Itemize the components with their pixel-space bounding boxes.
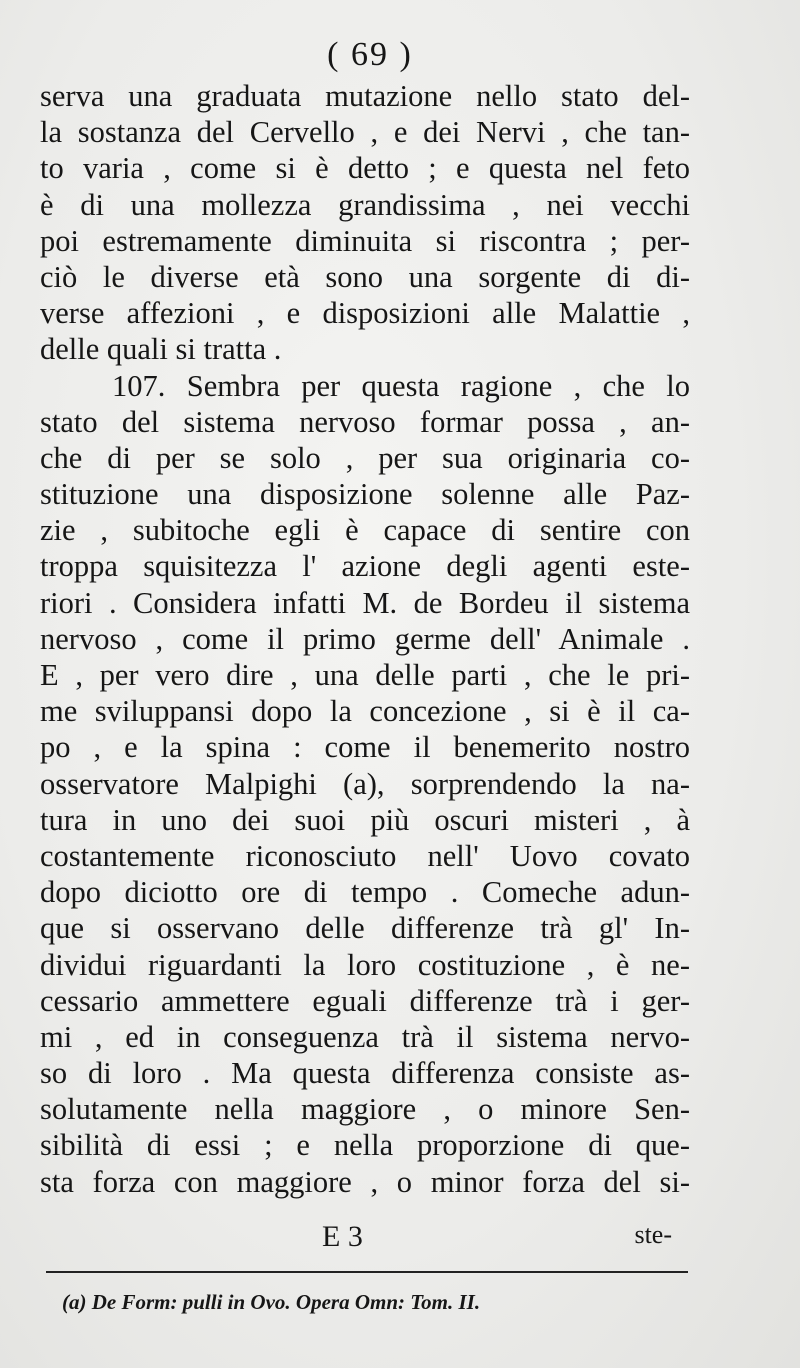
text-line: la sostanza del Cervello , e dei Nervi , che tan- [40,115,690,150]
text-line: dividui riguardanti la loro costituzione , è ne- [40,947,690,982]
text-line: sta forza con maggiore , o minor forza del si- [40,1164,690,1199]
text-line: po , e la spina : come il benemerito nostro [40,730,690,765]
text-line: stituzione una disposizione solenne alle Paz- [40,477,690,512]
text-line: costantemente riconosciuto nell' Uovo covato [40,838,690,873]
text-line: che di per se solo , per sua originaria co- [40,440,690,475]
text-line: stato del sistema nervoso formar possa , an- [40,404,690,439]
text-line: osservatore Malpighi (a), sorprendendo la na- [40,766,690,801]
text-line: cessario ammettere eguali differenze trà i ger- [40,983,690,1018]
text-line: riori . Considera infatti M. de Bordeu il sistema [40,585,690,620]
text-line: so di loro . Ma questa differenza consiste as- [40,1056,690,1091]
page-number: ( 69 ) [327,36,413,73]
text-line: nervoso , come il primo germe dell' Animale . [40,621,690,656]
text-line: sibilità di essi ; e nella proporzione di que- [40,1128,690,1163]
text-line: dopo diciotto ore di tempo . Comeche adun- [40,875,690,910]
text-line: zie , subitoche egli è capace di sentire con [40,513,690,548]
text-line: serva una graduata mutazione nello stato del- [40,79,690,113]
catchword: ste- [634,1220,672,1249]
text-line: mi , ed in conseguenza trà il sistema nervo- [40,1019,690,1054]
text-line: poi estremamente diminuita si riscontra ; per- [40,223,690,258]
text-line: tura in uno dei suoi più oscuri misteri , à [40,802,690,837]
text-line: E , per vero dire , una delle parti , che le pri- [40,658,690,692]
page-foot [40,1220,690,1260]
text-line: que si osservano delle differenze trà gl' In- [40,911,690,946]
footnote-rule [46,1271,688,1273]
text-line: me sviluppansi dopo la concezione , si è il ca- [40,694,690,729]
text-line: verse affezioni , e disposizioni alle Malattie , [40,296,690,331]
text-line: solutamente nella maggiore , o minore Sen- [40,1092,690,1127]
text-line: delle quali si tratta . [40,332,282,367]
text-line: è di una mollezza grandissima , nei vecchi [40,187,690,222]
paragraph-107-start: 107. Sembra per questa ragione , che lo [112,368,690,403]
text-line: to varia , come si è detto ; e questa nel feto [40,151,690,186]
body-text [40,78,690,1200]
signature-mark: E 3 [322,1220,363,1253]
text-line: troppa squisitezza l' azione degli agenti este- [40,549,690,584]
footnote: (a) De Form: pulli in Ovo. Opera Omn: Tom. II. [62,1290,481,1314]
text-line: ciò le diverse età sono una sorgente di di- [40,259,690,294]
